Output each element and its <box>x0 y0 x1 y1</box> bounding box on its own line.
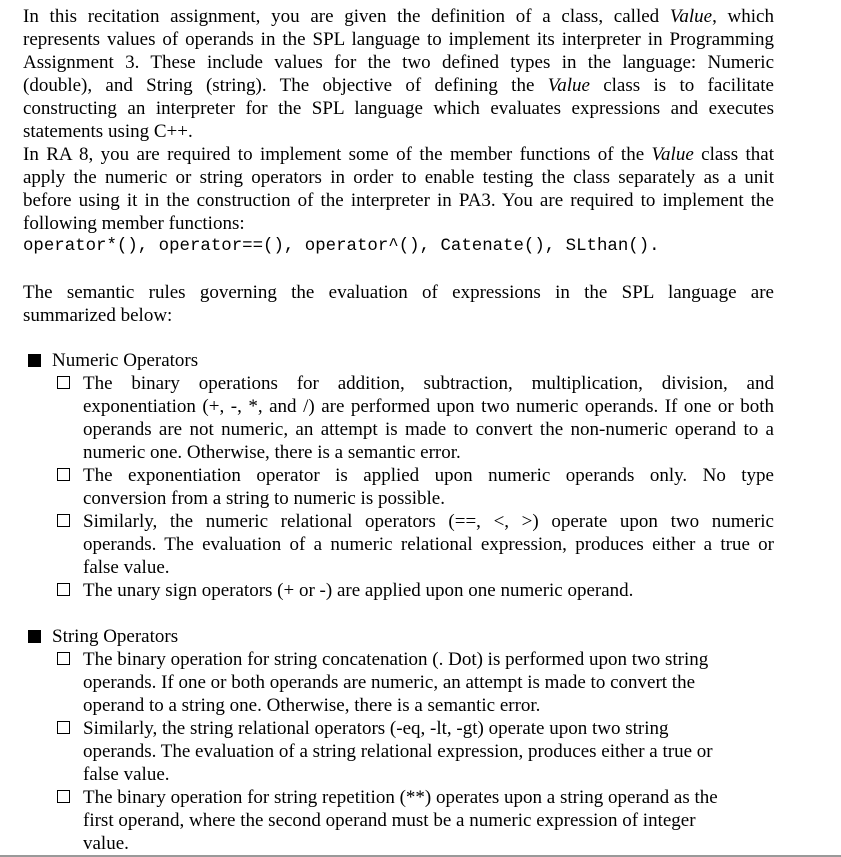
checkbox-icon <box>57 583 70 596</box>
numeric-item-4-line-1: The unary sign operators (+ or -) are applied upon one numeric operand. <box>83 580 634 601</box>
checkbox-icon <box>57 514 70 527</box>
intro-line-5: constructing an interpreter for the SPL language which evaluates expressions and executes <box>23 98 774 119</box>
numeric-item-1-line-4: numeric one. Otherwise, there is a semantic error. <box>83 442 461 463</box>
string-item-1-line-1: The binary operation for string concatenation (. Dot) is performed upon two string <box>83 649 709 670</box>
ra8-line-2: apply the numeric or string operators in order to enable testing the class separately as a unit <box>23 167 774 188</box>
numeric-item-3-line-3: false value. <box>83 557 170 578</box>
semantic-line-1: The semantic rules governing the evaluation of expressions in the SPL language are <box>23 282 774 303</box>
checkbox-icon <box>57 468 70 481</box>
intro-line-3: Assignment 3. These include values for the two defined types in the language: Numeric <box>23 52 774 73</box>
string-heading: String Operators <box>52 626 179 647</box>
string-item-2-line-1: Similarly, the string relational operators (-eq, -lt, -gt) operate upon two string <box>83 718 669 739</box>
string-item-2-line-3: false value. <box>83 764 170 785</box>
string-item-1-line-3: operand to a string one. Otherwise, there is a semantic error. <box>83 695 541 716</box>
numeric-item-3-line-1: Similarly, the numeric relational operators (==, <, >) operate upon two numeric <box>83 511 774 532</box>
string-item-2-line-2: operands. The evaluation of a string relational expression, produces either a true or <box>83 741 713 762</box>
checkbox-icon <box>57 376 70 389</box>
numeric-item-2-line-2: conversion from a string to numeric is possible. <box>83 488 445 509</box>
intro-line-6: statements using C++. <box>23 121 193 142</box>
member-functions-code: operator*(), operator==(), operator^(), Catenate(), SLthan(). <box>23 237 660 256</box>
numeric-item-2-line-1: The exponentiation operator is applied upon numeric operands only. No type <box>83 465 774 486</box>
numeric-item-1-line-2: exponentiation (+, -, *, and /) are performed upon two numeric operands. If one or both <box>83 396 774 417</box>
string-item-1-line-2: operands. If one or both operands are numeric, an attempt is made to convert the <box>83 672 696 693</box>
checkbox-icon <box>57 652 70 665</box>
intro-line-2: represents values of operands in the SPL language to implement its interpreter in Programming <box>23 29 774 50</box>
square-bullet-icon <box>28 630 41 643</box>
semantic-line-2: summarized below: <box>23 305 173 326</box>
checkbox-icon <box>57 721 70 734</box>
numeric-heading: Numeric Operators <box>52 350 199 371</box>
numeric-item-1-line-3: operands are not numeric, an attempt is made to convert the non-numeric operand to a <box>83 419 774 440</box>
ra8-line-4: following member functions: <box>23 213 245 234</box>
string-item-3-line-3: value. <box>83 833 129 854</box>
string-item-3-line-2: first operand, where the second operand must be a numeric expression of integer <box>83 810 696 831</box>
numeric-item-3-line-2: operands. The evaluation of a numeric relational expression, produces either a true or <box>83 534 774 555</box>
numeric-item-1-line-1: The binary operations for addition, subtraction, multiplication, division, and <box>83 373 774 394</box>
square-bullet-icon <box>28 354 41 367</box>
ra8-line-1: In RA 8, you are required to implement some of the member functions of the Value class that <box>23 144 774 165</box>
intro-line-4: (double), and String (string). The objective of defining the Value class is to facilitate <box>23 75 774 96</box>
ra8-line-3: before using it in the construction of the interpreter in PA3. You are required to implement the <box>23 190 774 211</box>
string-item-3-line-1: The binary operation for string repetition (**) operates upon a string operand as the <box>83 787 718 808</box>
checkbox-icon <box>57 790 70 803</box>
intro-line-1: In this recitation assignment, you are given the definition of a class, called Value, which <box>23 6 774 27</box>
